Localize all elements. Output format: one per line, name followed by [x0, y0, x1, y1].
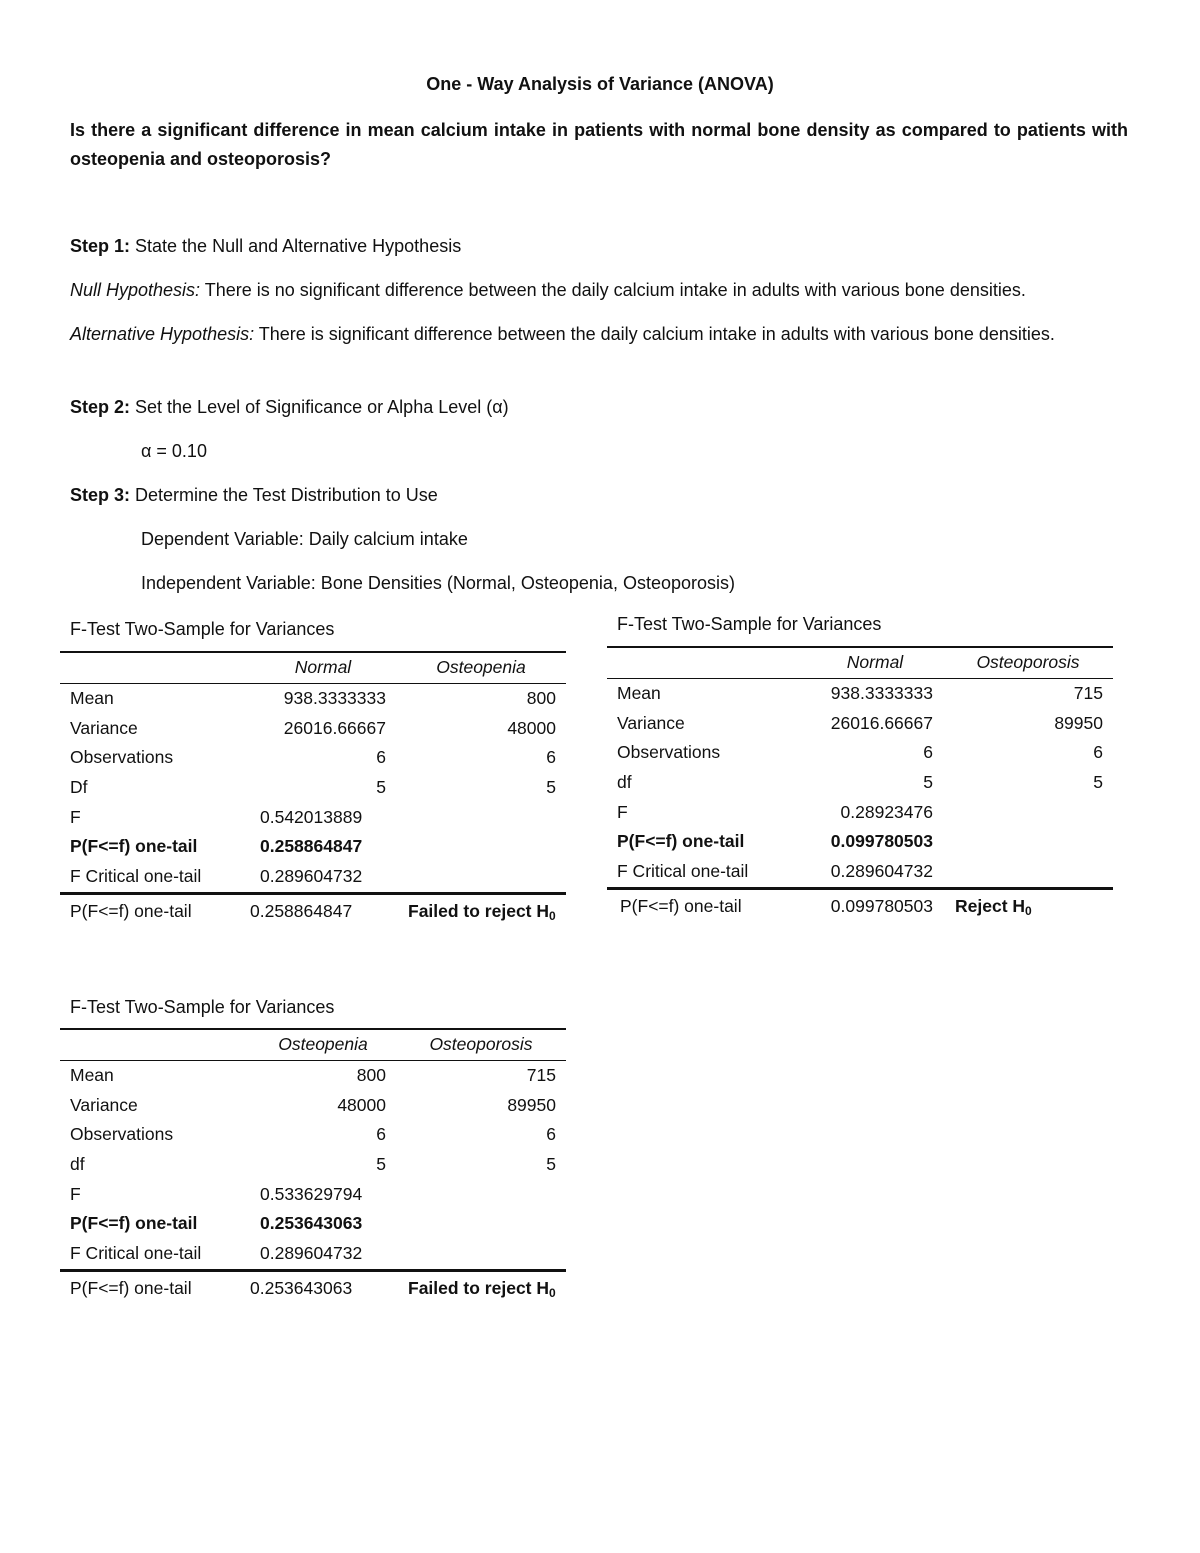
cell-value: 938.3333333	[283, 688, 386, 709]
table-row	[607, 678, 1113, 708]
ftest-table-osteopenia-osteoporosis	[60, 1028, 566, 1306]
table1-caption: F-Test Two-Sample for Variances	[70, 619, 335, 639]
step2-line	[70, 393, 1128, 422]
row-label: df	[617, 772, 632, 793]
result-label: P(F<=f) one-tail	[70, 1278, 192, 1298]
step1-text: State the Null and Alternative Hypothesis	[130, 236, 462, 256]
table-row	[607, 857, 1113, 888]
cell-value: 5	[1093, 772, 1103, 793]
table-row	[60, 773, 566, 803]
row-label: Mean	[70, 688, 114, 709]
cell-value: 0.542013889	[260, 806, 363, 827]
cell-value: 89950	[1054, 712, 1103, 733]
null-hypothesis	[70, 276, 1128, 305]
research-question: Is there a significant difference in mean calcium intake in patients with normal bone density as compared to patients with osteopenia and osteoporosis?	[70, 120, 1128, 169]
cell-value: 0.253643063	[260, 1213, 363, 1234]
cell-value: 6	[546, 1124, 556, 1145]
row-label: F	[70, 1183, 81, 1204]
table-header-col2: Osteopenia	[396, 652, 566, 683]
table-row	[60, 713, 566, 743]
cell-value: 26016.66667	[830, 712, 933, 733]
alt-hypothesis-label: Alternative Hypothesis:	[70, 324, 255, 344]
row-label: Df	[70, 777, 88, 798]
step1-line	[70, 232, 1128, 261]
table-row	[60, 1120, 566, 1150]
table-row	[60, 802, 566, 832]
step3-line	[70, 481, 1128, 510]
alternative-hypothesis	[70, 320, 1128, 349]
cell-value: 938.3333333	[830, 683, 933, 704]
row-label: F	[617, 801, 628, 822]
row-label: Observations	[70, 747, 174, 768]
cell-value: 715	[526, 1065, 556, 1086]
result-verdict: Failed to reject H0	[408, 1277, 556, 1300]
dependent-variable: Dependent Variable: Daily calcium intake	[141, 529, 468, 549]
row-label: F Critical one-tail	[60, 1239, 250, 1270]
null-hypothesis-label: Null Hypothesis:	[70, 280, 201, 300]
row-label: P(F<=f) one-tail	[70, 1213, 198, 1234]
cell-value: 5	[546, 777, 556, 798]
row-label: P(F<=f) one-tail	[617, 831, 745, 852]
row-label: F	[70, 806, 81, 827]
result-value: 0.253643063	[250, 1278, 353, 1298]
step3-label: Step 3:	[70, 485, 131, 505]
table-header-col1: Osteopenia	[250, 1029, 396, 1060]
cell-value: 0.289604732	[250, 862, 396, 893]
cell-value: 26016.66667	[283, 717, 386, 738]
result-row	[60, 893, 566, 929]
table-header-col1: Normal	[807, 647, 943, 678]
table-header-col2: Osteoporosis	[396, 1029, 566, 1060]
row-label: P(F<=f) one-tail	[70, 836, 198, 857]
ftest-table-normal-osteoporosis	[607, 646, 1113, 924]
table-row	[607, 738, 1113, 768]
table-row	[60, 683, 566, 713]
document-title: One - Way Analysis of Variance (ANOVA)	[426, 74, 774, 94]
table3-caption: F-Test Two-Sample for Variances	[70, 997, 335, 1017]
cell-value: 6	[376, 1124, 386, 1145]
step2-label: Step 2:	[70, 397, 131, 417]
table-row	[60, 1060, 566, 1090]
result-row	[607, 888, 1113, 924]
cell-value: 48000	[337, 1094, 386, 1115]
result-row	[60, 1270, 566, 1306]
table-header-col2: Osteoporosis	[943, 647, 1113, 678]
table2-caption: F-Test Two-Sample for Variances	[617, 614, 882, 634]
row-label: df	[70, 1154, 85, 1175]
table-header-empty	[60, 652, 250, 683]
table-row	[60, 1090, 566, 1120]
result-value: 0.258864847	[250, 901, 353, 921]
cell-value: 6	[546, 747, 556, 768]
table-row	[60, 1179, 566, 1209]
step2-text: Set the Level of Significance or Alpha Level (α)	[130, 397, 509, 417]
cell-value: 800	[526, 688, 556, 709]
table-row	[607, 797, 1113, 827]
step1-label: Step 1:	[70, 236, 131, 256]
row-label: Mean	[617, 683, 661, 704]
result-value: 0.099780503	[830, 896, 933, 916]
table-row	[60, 1239, 566, 1270]
table-header-col1: Normal	[250, 652, 396, 683]
cell-value: 715	[1073, 683, 1103, 704]
cell-value: 5	[376, 777, 386, 798]
row-label: Variance	[617, 712, 685, 733]
result-label: P(F<=f) one-tail	[620, 896, 742, 916]
row-label: F Critical one-tail	[607, 857, 807, 888]
table-header-empty	[607, 647, 807, 678]
cell-value: 0.289604732	[250, 1239, 396, 1270]
result-verdict: Reject H0	[955, 895, 1032, 918]
result-verdict: Failed to reject H0	[408, 900, 556, 923]
cell-value: 48000	[507, 717, 556, 738]
cell-value: 0.533629794	[260, 1183, 363, 1204]
cell-value: 800	[356, 1065, 386, 1086]
row-label: Variance	[70, 717, 138, 738]
table-row	[607, 768, 1113, 798]
cell-value: 0.289604732	[807, 857, 943, 888]
result-label: P(F<=f) one-tail	[70, 901, 192, 921]
cell-value: 5	[546, 1154, 556, 1175]
row-label: Observations	[617, 742, 721, 763]
row-label: F Critical one-tail	[60, 862, 250, 893]
cell-value: 5	[376, 1154, 386, 1175]
table-header-empty	[60, 1029, 250, 1060]
table-row	[60, 862, 566, 893]
table-row	[60, 1209, 566, 1239]
row-label: Observations	[70, 1124, 174, 1145]
independent-variable: Independent Variable: Bone Densities (Normal, Osteopenia, Osteoporosis)	[141, 573, 735, 593]
table-row	[607, 827, 1113, 857]
cell-value: 6	[923, 742, 933, 763]
cell-value: 89950	[507, 1094, 556, 1115]
alpha-value: α = 0.10	[141, 441, 207, 461]
row-label: Variance	[70, 1094, 138, 1115]
cell-value: 6	[1093, 742, 1103, 763]
table-row	[607, 708, 1113, 738]
table-row	[60, 743, 566, 773]
cell-value: 0.28923476	[840, 801, 933, 822]
null-hypothesis-text: There is no significant difference between the daily calcium intake in adults with various bone densities.	[200, 280, 1026, 300]
row-label: Mean	[70, 1065, 114, 1086]
alt-hypothesis-text: There is significant difference between the daily calcium intake in adults with various bone densities.	[254, 324, 1055, 344]
cell-value: 0.258864847	[260, 836, 363, 857]
table-row	[60, 1150, 566, 1180]
cell-value: 6	[376, 747, 386, 768]
cell-value: 5	[923, 772, 933, 793]
ftest-table-normal-osteopenia	[60, 651, 566, 929]
step3-text: Determine the Test Distribution to Use	[130, 485, 438, 505]
table-row	[60, 832, 566, 862]
cell-value: 0.099780503	[830, 831, 933, 852]
